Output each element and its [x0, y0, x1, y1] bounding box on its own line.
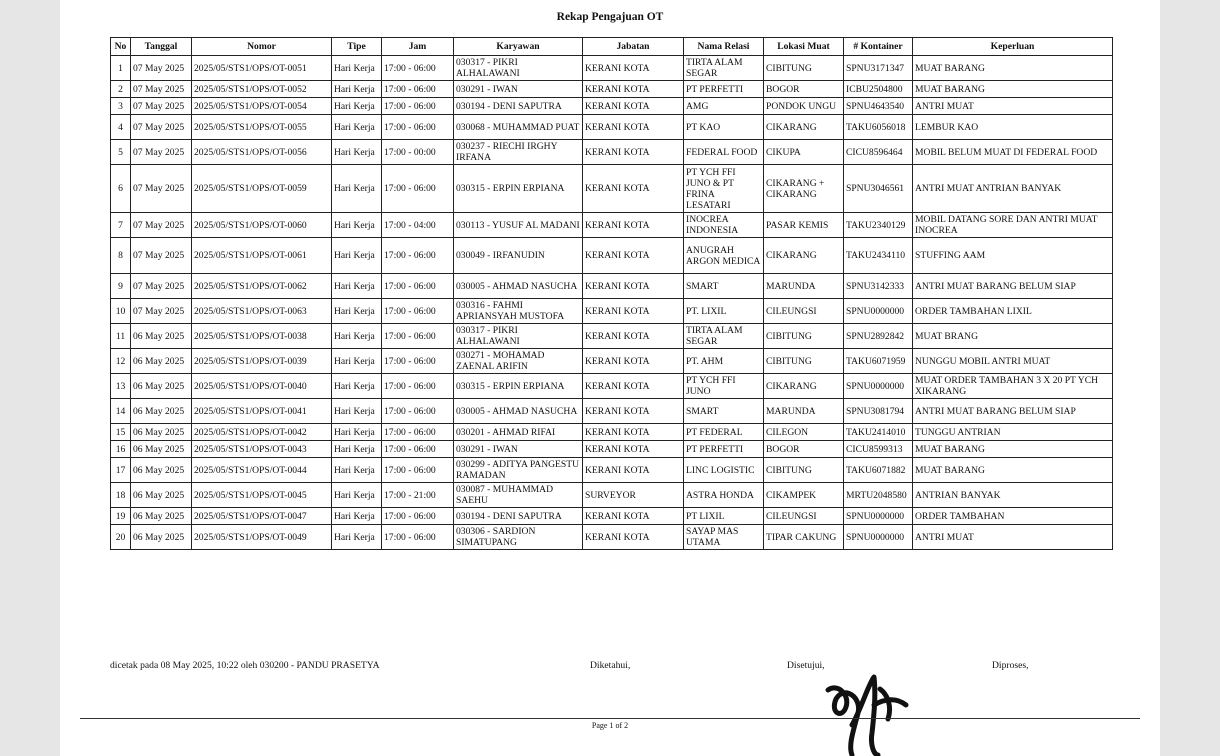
table-row [111, 349, 1113, 374]
cell-purpose: ORDER TAMBAHAN LIXIL [913, 299, 1113, 324]
cell-number: 2025/05/STS1/OPS/OT-0056 [192, 140, 332, 165]
cell-number: 2025/05/STS1/OPS/OT-0055 [192, 115, 332, 140]
cell-number: 2025/05/STS1/OPS/OT-0040 [192, 374, 332, 399]
cell-container: SPNU0000000 [844, 508, 913, 525]
cell-no: 18 [111, 483, 131, 508]
table-row [111, 374, 1113, 399]
column-header: Tipe [332, 38, 382, 56]
cell-relation: PT PERFETTI [684, 441, 764, 458]
cell-relation: SMART [684, 399, 764, 424]
column-header: Tanggal [131, 38, 192, 56]
column-header: # Kontainer [844, 38, 913, 56]
handwritten-signature [818, 655, 928, 756]
cell-number: 2025/05/STS1/OPS/OT-0059 [192, 165, 332, 213]
cell-date: 06 May 2025 [131, 349, 192, 374]
cell-relation: LINC LOGISTIC [684, 458, 764, 483]
cell-load-location: PONDOK UNGU [764, 98, 844, 115]
cell-date: 07 May 2025 [131, 98, 192, 115]
cell-type: Hari Kerja [332, 98, 382, 115]
column-header: Nama Relasi [684, 38, 764, 56]
cell-container: TAKU2434110 [844, 238, 913, 274]
cell-load-location: TIPAR CAKUNG [764, 525, 844, 550]
cell-number: 2025/05/STS1/OPS/OT-0063 [192, 299, 332, 324]
cell-position: KERANI KOTA [583, 374, 684, 399]
cell-position: SURVEYOR [583, 483, 684, 508]
cell-hours: 17:00 - 06:00 [382, 324, 454, 349]
table-row [111, 140, 1113, 165]
cell-position: KERANI KOTA [583, 324, 684, 349]
cell-hours: 17:00 - 06:00 [382, 399, 454, 424]
cell-type: Hari Kerja [332, 140, 382, 165]
cell-date: 06 May 2025 [131, 374, 192, 399]
cell-type: Hari Kerja [332, 424, 382, 441]
cell-hours: 17:00 - 21:00 [382, 483, 454, 508]
cell-purpose: ANTRIAN BANYAK [913, 483, 1113, 508]
cell-container: SPNU4643540 [844, 98, 913, 115]
cell-load-location: CILEUNGSI [764, 299, 844, 324]
cell-no: 6 [111, 165, 131, 213]
cell-no: 5 [111, 140, 131, 165]
cell-relation: TIRTA ALAM SEGAR [684, 324, 764, 349]
cell-load-location: BOGOR [764, 441, 844, 458]
cell-container: TAKU6071959 [844, 349, 913, 374]
cell-load-location: PASAR KEMIS [764, 213, 844, 238]
cell-type: Hari Kerja [332, 483, 382, 508]
table-row [111, 213, 1113, 238]
cell-employee: 030315 - ERPIN ERPIANA [454, 165, 583, 213]
cell-purpose: TUNGGU ANTRIAN [913, 424, 1113, 441]
known-label: Diketahui, [590, 660, 631, 671]
cell-employee: 030194 - DENI SAPUTRA [454, 98, 583, 115]
cell-no: 2 [111, 81, 131, 98]
report-title: Rekap Pengajuan OT [556, 11, 664, 23]
column-header: Karyawan [454, 38, 583, 56]
cell-position: KERANI KOTA [583, 81, 684, 98]
cell-hours: 17:00 - 06:00 [382, 299, 454, 324]
cell-relation: PT KAO [684, 115, 764, 140]
cell-employee: 030005 - AHMAD NASUCHA [454, 274, 583, 299]
cell-position: KERANI KOTA [583, 115, 684, 140]
cell-employee: 030299 - ADITYA PANGESTU RAMADAN [454, 458, 583, 483]
cell-load-location: MARUNDA [764, 274, 844, 299]
cell-container: SPNU3081794 [844, 399, 913, 424]
cell-hours: 17:00 - 06:00 [382, 56, 454, 81]
cell-date: 07 May 2025 [131, 238, 192, 274]
cell-position: KERANI KOTA [583, 399, 684, 424]
cell-no: 19 [111, 508, 131, 525]
cell-date: 07 May 2025 [131, 81, 192, 98]
cell-position: KERANI KOTA [583, 274, 684, 299]
cell-number: 2025/05/STS1/OPS/OT-0041 [192, 399, 332, 424]
cell-position: KERANI KOTA [583, 56, 684, 81]
cell-load-location: CIBITUNG [764, 56, 844, 81]
cell-relation: PT LIXIL [684, 508, 764, 525]
cell-employee: 030113 - YUSUF AL MADANI [454, 213, 583, 238]
cell-type: Hari Kerja [332, 81, 382, 98]
cell-container: SPNU3142333 [844, 274, 913, 299]
cell-employee: 030291 - IWAN [454, 81, 583, 98]
column-header: Jam [382, 38, 454, 56]
cell-no: 4 [111, 115, 131, 140]
cell-container: TAKU2340129 [844, 213, 913, 238]
cell-relation: PT FEDERAL [684, 424, 764, 441]
cell-hours: 17:00 - 06:00 [382, 441, 454, 458]
cell-relation: AMG [684, 98, 764, 115]
table-row [111, 508, 1113, 525]
cell-hours: 17:00 - 06:00 [382, 81, 454, 98]
cell-purpose: ANTRI MUAT BARANG BELUM SIAP [913, 399, 1113, 424]
cell-purpose: NUNGGU MOBIL ANTRI MUAT [913, 349, 1113, 374]
cell-date: 06 May 2025 [131, 525, 192, 550]
cell-purpose: LEMBUR KAO [913, 115, 1113, 140]
cell-date: 06 May 2025 [131, 508, 192, 525]
cell-position: KERANI KOTA [583, 508, 684, 525]
cell-employee: 030271 - MOHAMAD ZAENAL ARIFIN [454, 349, 583, 374]
cell-no: 20 [111, 525, 131, 550]
cell-type: Hari Kerja [332, 349, 382, 374]
cell-purpose: ANTRI MUAT ANTRIAN BANYAK [913, 165, 1113, 213]
cell-purpose: MOBIL BELUM MUAT DI FEDERAL FOOD [913, 140, 1113, 165]
cell-purpose: ORDER TAMBAHAN [913, 508, 1113, 525]
cell-type: Hari Kerja [332, 458, 382, 483]
cell-date: 07 May 2025 [131, 140, 192, 165]
cell-purpose: STUFFING AAM [913, 238, 1113, 274]
cell-hours: 17:00 - 06:00 [382, 98, 454, 115]
cell-relation: PT YCH FFI JUNO [684, 374, 764, 399]
cell-container: CICU8596464 [844, 140, 913, 165]
cell-employee: 030068 - MUHAMMAD PUAT [454, 115, 583, 140]
cell-number: 2025/05/STS1/OPS/OT-0051 [192, 56, 332, 81]
cell-load-location: CIBITUNG [764, 349, 844, 374]
cell-load-location: CIKUPA [764, 140, 844, 165]
cell-employee: 030317 - PIKRI ALHALAWANI [454, 56, 583, 81]
cell-no: 9 [111, 274, 131, 299]
cell-date: 06 May 2025 [131, 399, 192, 424]
cell-no: 15 [111, 424, 131, 441]
cell-number: 2025/05/STS1/OPS/OT-0054 [192, 98, 332, 115]
cell-load-location: BOGOR [764, 81, 844, 98]
cell-purpose: MUAT BARANG [913, 458, 1113, 483]
processed-label: Diproses, [992, 660, 1029, 671]
cell-load-location: CIKAMPEK [764, 483, 844, 508]
cell-container: TAKU2414010 [844, 424, 913, 441]
cell-position: KERANI KOTA [583, 98, 684, 115]
report-page [60, 0, 1160, 756]
cell-container: TAKU6056018 [844, 115, 913, 140]
column-header: Jabatan [583, 38, 684, 56]
cell-date: 06 May 2025 [131, 458, 192, 483]
cell-load-location: CIKARANG + CIKARANG [764, 165, 844, 213]
cell-number: 2025/05/STS1/OPS/OT-0047 [192, 508, 332, 525]
cell-purpose: MUAT ORDER TAMBAHAN 3 X 20 PT YCH XIKARANG [913, 374, 1113, 399]
table-row [111, 81, 1113, 98]
cell-hours: 17:00 - 06:00 [382, 374, 454, 399]
cell-container: SPNU3046561 [844, 165, 913, 213]
cell-type: Hari Kerja [332, 374, 382, 399]
cell-date: 07 May 2025 [131, 213, 192, 238]
cell-number: 2025/05/STS1/OPS/OT-0049 [192, 525, 332, 550]
cell-number: 2025/05/STS1/OPS/OT-0042 [192, 424, 332, 441]
cell-container: SPNU0000000 [844, 525, 913, 550]
cell-purpose: ANTRI MUAT [913, 525, 1113, 550]
cell-hours: 17:00 - 06:00 [382, 238, 454, 274]
cell-employee: 030317 - PIKRI ALHALAWANI [454, 324, 583, 349]
cell-hours: 17:00 - 06:00 [382, 458, 454, 483]
cell-position: KERANI KOTA [583, 349, 684, 374]
cell-date: 06 May 2025 [131, 483, 192, 508]
cell-hours: 17:00 - 06:00 [382, 349, 454, 374]
cell-purpose: MUAT BARANG [913, 56, 1113, 81]
column-header: No [111, 38, 131, 56]
cell-load-location: CIBITUNG [764, 324, 844, 349]
cell-number: 2025/05/STS1/OPS/OT-0062 [192, 274, 332, 299]
cell-hours: 17:00 - 06:00 [382, 274, 454, 299]
cell-number: 2025/05/STS1/OPS/OT-0043 [192, 441, 332, 458]
cell-type: Hari Kerja [332, 525, 382, 550]
cell-load-location: CIKARANG [764, 238, 844, 274]
cell-purpose: MOBIL DATANG SORE DAN ANTRI MUAT INOCREA [913, 213, 1113, 238]
cell-number: 2025/05/STS1/OPS/OT-0052 [192, 81, 332, 98]
cell-employee: 030005 - AHMAD NASUCHA [454, 399, 583, 424]
cell-employee: 030315 - ERPIN ERPIANA [454, 374, 583, 399]
cell-position: KERANI KOTA [583, 458, 684, 483]
table-row [111, 98, 1113, 115]
cell-load-location: CIKARANG [764, 115, 844, 140]
cell-container: ICBU2504800 [844, 81, 913, 98]
cell-position: KERANI KOTA [583, 213, 684, 238]
cell-relation: PT YCH FFI JUNO & PT FRINA LESATARI [684, 165, 764, 213]
cell-load-location: CIBITUNG [764, 458, 844, 483]
cell-relation: ANUGRAH ARGON MEDICA [684, 238, 764, 274]
cell-no: 12 [111, 349, 131, 374]
cell-no: 16 [111, 441, 131, 458]
cell-type: Hari Kerja [332, 299, 382, 324]
cell-purpose: MUAT BRANG [913, 324, 1113, 349]
cell-employee: 030306 - SARDION SIMATUPANG [454, 525, 583, 550]
cell-type: Hari Kerja [332, 238, 382, 274]
cell-type: Hari Kerja [332, 399, 382, 424]
cell-date: 07 May 2025 [131, 115, 192, 140]
cell-no: 13 [111, 374, 131, 399]
cell-purpose: MUAT BARANG [913, 81, 1113, 98]
cell-number: 2025/05/STS1/OPS/OT-0039 [192, 349, 332, 374]
cell-position: KERANI KOTA [583, 525, 684, 550]
ot-table [110, 37, 1113, 550]
column-header: Nomor [192, 38, 332, 56]
cell-container: CICU8599313 [844, 441, 913, 458]
cell-position: KERANI KOTA [583, 424, 684, 441]
cell-position: KERANI KOTA [583, 238, 684, 274]
cell-container: SPNU0000000 [844, 299, 913, 324]
cell-relation: ASTRA HONDA [684, 483, 764, 508]
table-body [111, 56, 1113, 550]
page-number: Page 1 of 2 [591, 721, 629, 730]
table-row [111, 441, 1113, 458]
cell-no: 7 [111, 213, 131, 238]
cell-date: 07 May 2025 [131, 165, 192, 213]
cell-no: 3 [111, 98, 131, 115]
cell-no: 8 [111, 238, 131, 274]
cell-purpose: ANTRI MUAT [913, 98, 1113, 115]
cell-type: Hari Kerja [332, 441, 382, 458]
cell-employee: 030087 - MUHAMMAD SAEHU [454, 483, 583, 508]
cell-type: Hari Kerja [332, 508, 382, 525]
table-row [111, 274, 1113, 299]
cell-date: 06 May 2025 [131, 324, 192, 349]
cell-hours: 17:00 - 06:00 [382, 525, 454, 550]
cell-relation: PT. LIXIL [684, 299, 764, 324]
cell-date: 07 May 2025 [131, 299, 192, 324]
cell-hours: 17:00 - 04:00 [382, 213, 454, 238]
cell-relation: TIRTA ALAM SEGAR [684, 56, 764, 81]
cell-number: 2025/05/STS1/OPS/OT-0061 [192, 238, 332, 274]
table-row [111, 115, 1113, 140]
cell-no: 1 [111, 56, 131, 81]
cell-employee: 030194 - DENI SAPUTRA [454, 508, 583, 525]
cell-number: 2025/05/STS1/OPS/OT-0044 [192, 458, 332, 483]
cell-position: KERANI KOTA [583, 165, 684, 213]
cell-relation: SAYAP MAS UTAMA [684, 525, 764, 550]
cell-number: 2025/05/STS1/OPS/OT-0038 [192, 324, 332, 349]
table-row [111, 165, 1113, 213]
cell-hours: 17:00 - 06:00 [382, 165, 454, 213]
cell-container: MRTU2048580 [844, 483, 913, 508]
cell-type: Hari Kerja [332, 165, 382, 213]
cell-relation: FEDERAL FOOD [684, 140, 764, 165]
table-row [111, 424, 1113, 441]
cell-relation: PT. AHM [684, 349, 764, 374]
table-row [111, 525, 1113, 550]
table-row [111, 238, 1113, 274]
table-row [111, 458, 1113, 483]
cell-load-location: MARUNDA [764, 399, 844, 424]
cell-container: SPNU3171347 [844, 56, 913, 81]
cell-relation: SMART [684, 274, 764, 299]
cell-employee: 030201 - AHMAD RIFAI [454, 424, 583, 441]
footer-rule [80, 718, 1140, 719]
cell-container: SPNU0000000 [844, 374, 913, 399]
column-header: Keperluan [913, 38, 1113, 56]
approved-label: Disetujui, [787, 660, 825, 671]
cell-position: KERANI KOTA [583, 299, 684, 324]
cell-date: 07 May 2025 [131, 274, 192, 299]
cell-position: KERANI KOTA [583, 441, 684, 458]
cell-employee: 030049 - IRFANUDIN [454, 238, 583, 274]
cell-hours: 17:00 - 00:00 [382, 140, 454, 165]
column-header: Lokasi Muat [764, 38, 844, 56]
printed-info: dicetak pada 08 May 2025, 10:22 oleh 030200 - PANDU PRASETYA [110, 660, 380, 671]
cell-hours: 17:00 - 06:00 [382, 115, 454, 140]
cell-number: 2025/05/STS1/OPS/OT-0045 [192, 483, 332, 508]
cell-container: SPNU2892842 [844, 324, 913, 349]
cell-employee: 030316 - FAHMI APRIANSYAH MUSTOFA [454, 299, 583, 324]
cell-no: 10 [111, 299, 131, 324]
cell-number: 2025/05/STS1/OPS/OT-0060 [192, 213, 332, 238]
cell-no: 17 [111, 458, 131, 483]
table-row [111, 399, 1113, 424]
cell-load-location: CILEGON [764, 424, 844, 441]
cell-no: 11 [111, 324, 131, 349]
cell-date: 07 May 2025 [131, 56, 192, 81]
cell-employee: 030291 - IWAN [454, 441, 583, 458]
cell-type: Hari Kerja [332, 324, 382, 349]
cell-relation: INOCREA INDONESIA [684, 213, 764, 238]
cell-type: Hari Kerja [332, 274, 382, 299]
cell-purpose: MUAT BARANG [913, 441, 1113, 458]
cell-hours: 17:00 - 06:00 [382, 508, 454, 525]
cell-position: KERANI KOTA [583, 140, 684, 165]
cell-employee: 030237 - RIECHI IRGHY IRFANA [454, 140, 583, 165]
cell-date: 06 May 2025 [131, 424, 192, 441]
cell-type: Hari Kerja [332, 115, 382, 140]
cell-relation: PT PERFETTI [684, 81, 764, 98]
table-row [111, 299, 1113, 324]
cell-hours: 17:00 - 06:00 [382, 424, 454, 441]
cell-no: 14 [111, 399, 131, 424]
table-row [111, 56, 1113, 81]
table-row [111, 324, 1113, 349]
cell-date: 06 May 2025 [131, 441, 192, 458]
cell-type: Hari Kerja [332, 213, 382, 238]
cell-load-location: CIKARANG [764, 374, 844, 399]
table-row [111, 483, 1113, 508]
cell-container: TAKU6071882 [844, 458, 913, 483]
cell-type: Hari Kerja [332, 56, 382, 81]
table-header-row [111, 38, 1113, 56]
cell-load-location: CILEUNGSI [764, 508, 844, 525]
cell-purpose: ANTRI MUAT BARANG BELUM SIAP [913, 274, 1113, 299]
